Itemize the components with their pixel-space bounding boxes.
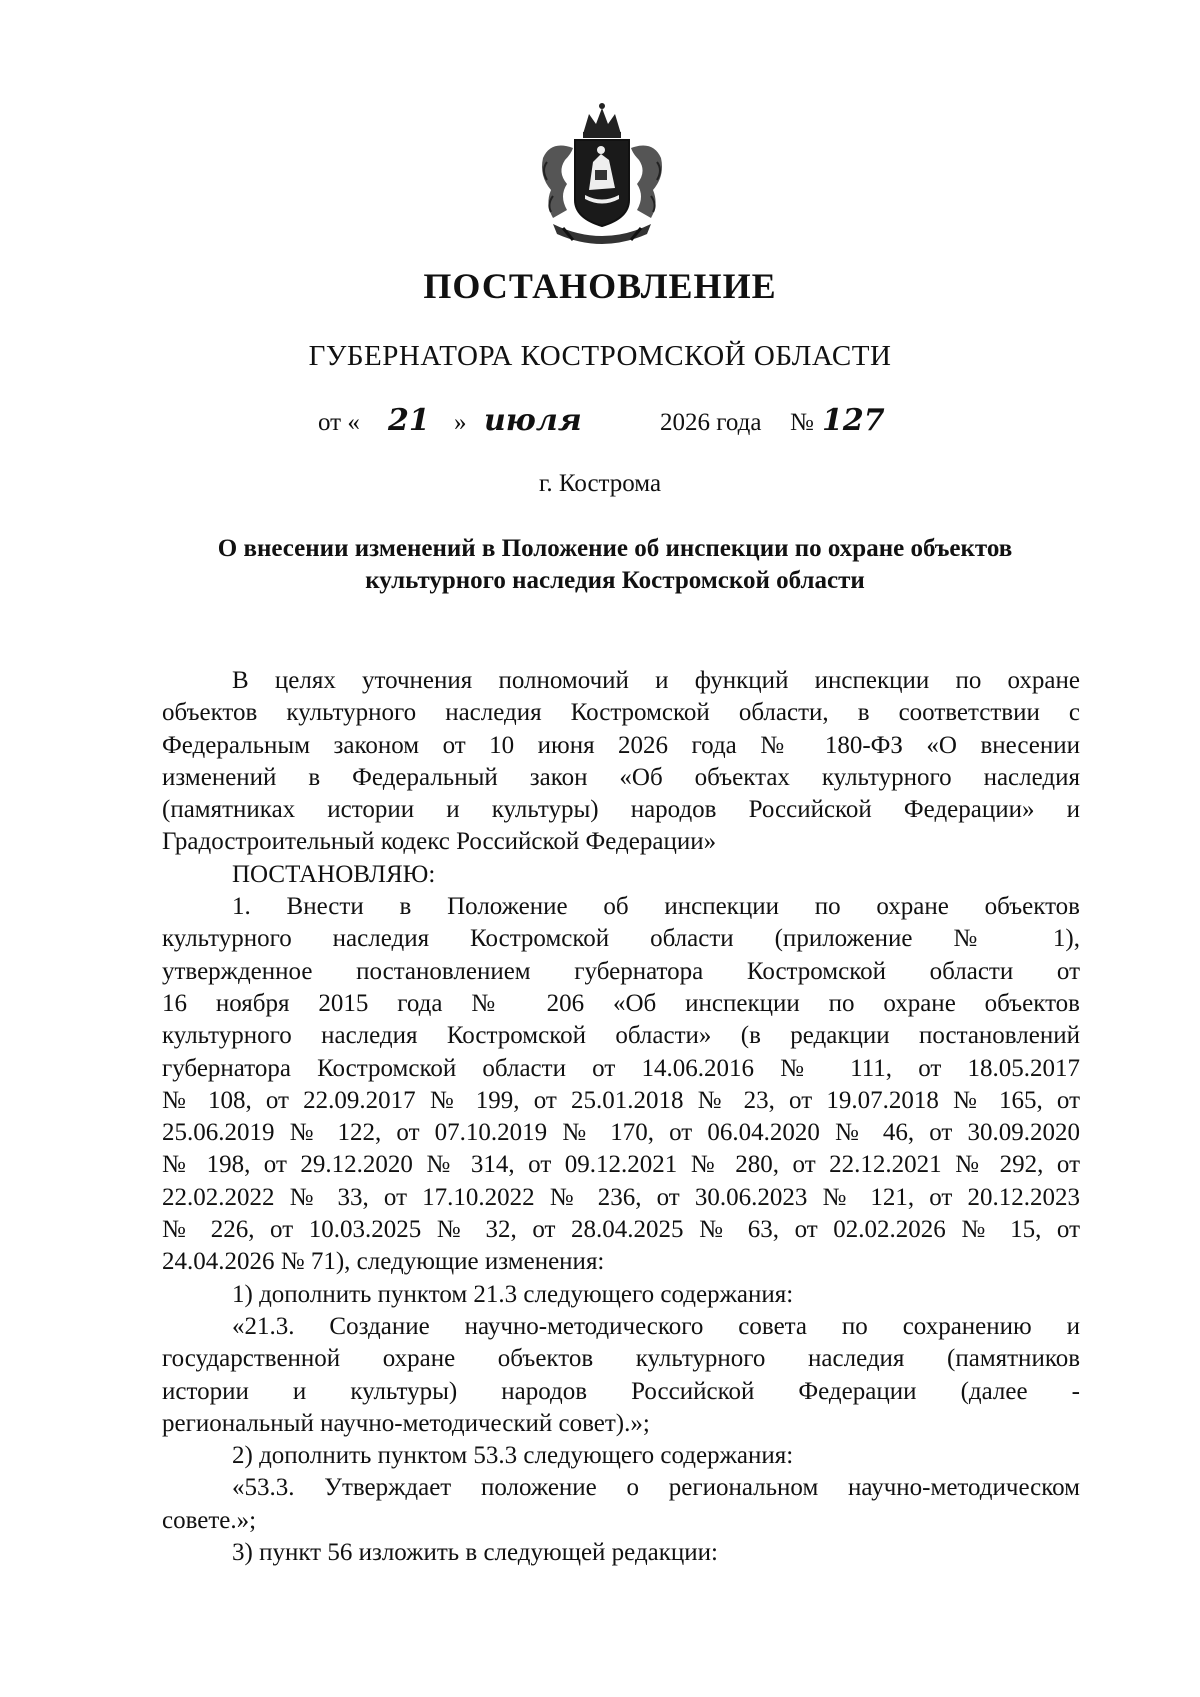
- document-title: ПОСТАНОВЛЕНИЕ: [423, 266, 777, 306]
- body-line: 24.04.2026 № 71), следующие изменения:: [162, 1248, 605, 1276]
- body-line: «53.3. Утверждает положение о региональном научно-методическом: [232, 1474, 1080, 1502]
- body-line: региональный научно-методический совет).»;: [162, 1409, 650, 1437]
- body-line: 1) дополнить пунктом 21.3 следующего содержания:: [232, 1280, 794, 1308]
- body-line: Федеральным законом от 10 июня 2026 года № 180-ФЗ «О внесении: [162, 731, 1080, 759]
- body-line: 25.06.2019 № 122, от 07.10.2019 № 170, от 06.04.2020 № 46, от 30.09.2020: [162, 1119, 1080, 1147]
- handwritten-number: 127: [822, 403, 885, 438]
- body-line: В целях уточнения полномочий и функций инспекции по охране: [232, 667, 1080, 694]
- body-line: объектов культурного наследия Костромской области, в соответствии с: [162, 699, 1080, 727]
- heading-line: культурного наследия Костромской области: [365, 567, 865, 594]
- body-line: культурного наследия Костромской области (приложение № 1),: [162, 925, 1080, 953]
- body-line: № 108, от 22.09.2017 № 199, от 25.01.2018 № 23, от 19.07.2018 № 165, от: [162, 1086, 1080, 1114]
- body-line: № 198, от 29.12.2020 № 314, от 09.12.2021 № 280, от 22.12.2021 № 292, от: [162, 1151, 1080, 1179]
- body-line: № 226, от 10.03.2025 № 32, от 28.04.2025 № 63, от 02.02.2026 № 15, от: [162, 1216, 1080, 1244]
- handwritten-month: июля: [484, 403, 582, 438]
- body-line: 22.02.2022 № 33, от 17.10.2022 № 236, от 30.06.2023 № 121, от 20.12.2023: [162, 1183, 1080, 1211]
- issuer-title: ГУБЕРНАТОРА КОСТРОМСКОЙ ОБЛАСТИ: [308, 340, 892, 372]
- document-body: [162, 665, 1080, 1569]
- date-close-quote: »: [454, 409, 467, 436]
- body-line: 16 ноября 2015 года № 206 «Об инспекции по охране объектов: [162, 989, 1080, 1017]
- body-line: (памятниках истории и культуры) народов Российской Федерации» и: [162, 796, 1080, 824]
- body-line: культурного наследия Костромской области» (в редакции постановлений: [162, 1022, 1080, 1050]
- city-name: г. Кострома: [538, 470, 662, 497]
- kostroma-coat-of-arms-icon: [533, 100, 671, 248]
- document-heading: [150, 533, 1080, 597]
- body-line: утвержденное постановлением губернатора Костромской области от: [162, 957, 1080, 985]
- handwritten-day: 21: [388, 403, 430, 438]
- body-line: изменений в Федеральный закон «Об объектах культурного наследия: [162, 763, 1080, 791]
- number-label: №: [790, 409, 814, 436]
- body-line: государственной охране объектов культурного наследия (памятников: [162, 1345, 1080, 1373]
- body-line: совете.»;: [162, 1506, 257, 1534]
- body-line: ПОСТАНОВЛЯЮ:: [232, 860, 436, 888]
- heading-line: О внесении изменений в Положение об инспекции по охране объектов: [217, 535, 1013, 562]
- date-year: 2026 года: [660, 409, 762, 436]
- body-line: 3) пункт 56 изложить в следующей редакции:: [232, 1539, 718, 1567]
- body-line: 2) дополнить пунктом 53.3 следующего содержания:: [232, 1442, 794, 1470]
- body-line: «21.3. Создание научно-методического совета по сохранению и: [232, 1312, 1080, 1340]
- body-line: 1. Внести в Положение об инспекции по охране объектов: [232, 893, 1080, 921]
- body-line: губернатора Костромской области от 14.06.2016 № 111, от 18.05.2017: [162, 1054, 1080, 1082]
- date-prefix: от «: [318, 409, 360, 436]
- body-line: Градостроительный кодекс Российской Федерации»: [162, 828, 717, 856]
- body-line: истории и культуры) народов Российской Федерации (далее -: [162, 1377, 1080, 1405]
